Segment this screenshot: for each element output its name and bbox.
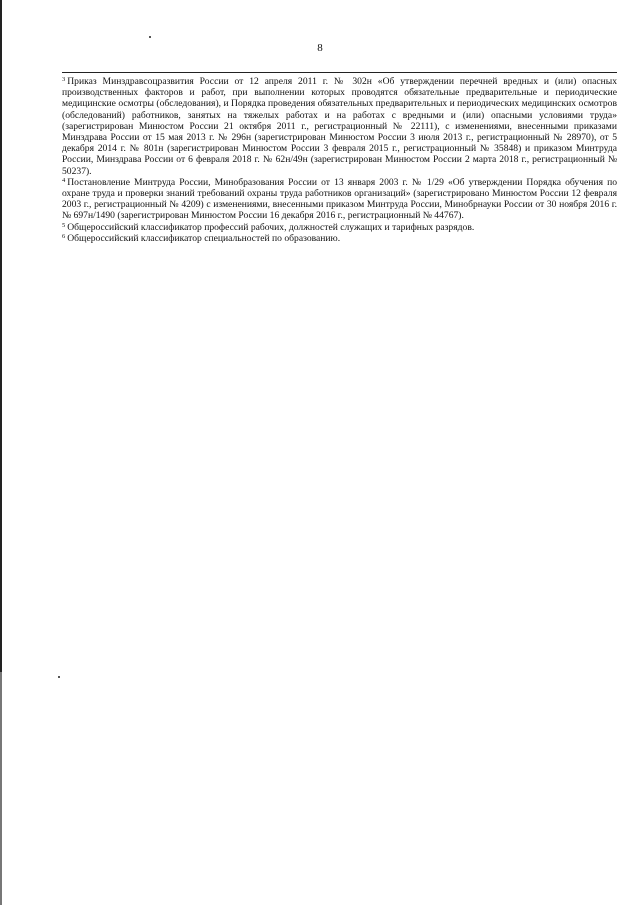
footnote-4 [62, 177, 617, 222]
page-number: 8 [317, 42, 323, 54]
footnotes-block [62, 76, 617, 244]
footnote-5 [62, 222, 617, 233]
footnote-marker: 6 [62, 232, 66, 240]
footnote-marker: 5 [62, 221, 66, 229]
scan-speck [149, 36, 151, 38]
footnote-separator-rule [62, 72, 617, 73]
footnote-marker: 4 [62, 176, 66, 184]
footnote-text: Постановление Минтруда России, Минобразования России от 13 января 2003 г. № 1/29 «Об утверждении Порядка обучения по охране труда и проверки знаний требований охраны труда работников организаций» (зарегистрировано Минюстом России 12 февраля 2003 г., регистрационный № 4209) с изменениями, внесенными приказом Минтруда России, Минобрнауки России от 30 ноября 2016 г. № 697н/1490 (зарегистрирован Минюстом России 16 декабря 2016 г., регистрационный № 44767). [62, 176, 617, 222]
footnote-marker: 3 [62, 76, 66, 83]
scan-speck [58, 676, 60, 678]
footnote-text: Общероссийский классификатор профессий рабочих, должностей служащих и тарифных разрядов. [67, 221, 475, 233]
scan-left-edge-lower [0, 672, 2, 905]
footnote-6 [62, 233, 617, 244]
footnote-text: Общероссийский классификатор специальностей по образованию. [67, 232, 341, 244]
footnote-text: Приказ Минздравсоцразвития России от 12 апреля 2011 г. № 302н «Об утверждении перечней вредных и (или) опасных производственных факторов и работ, при выполнении которых проводятся обязательные предварительные и периодические медицинские осмотры (обследования), и Порядка проведения обязательных предварительных и периодических медицинских осмотров (обследований) работников, занятых на тяжелых работах и на работах с вредными и (или) опасными условиями труда» (зарегистрирован Минюстом России 21 октября 2011 г., регистрационный № 22111), с изменениями, внесенными приказами Минздрава России от 15 мая 2013 г. № 296н (зарегистрирован Минюстом России 3 июля 2013 г., регистрационный № 28970), от 5 декабря 2014 г. № 801н (зарегистрирован Минюстом России 3 февраля 2015 г., регистрационный № 35848) и приказом Минтруда России, Минздрава России от 6 февраля 2018 г. № 62н/49н (зарегистрирован Минюстом России 2 марта 2018 г., регистрационный № 50237). [62, 76, 617, 177]
footnote-3 [62, 76, 617, 177]
